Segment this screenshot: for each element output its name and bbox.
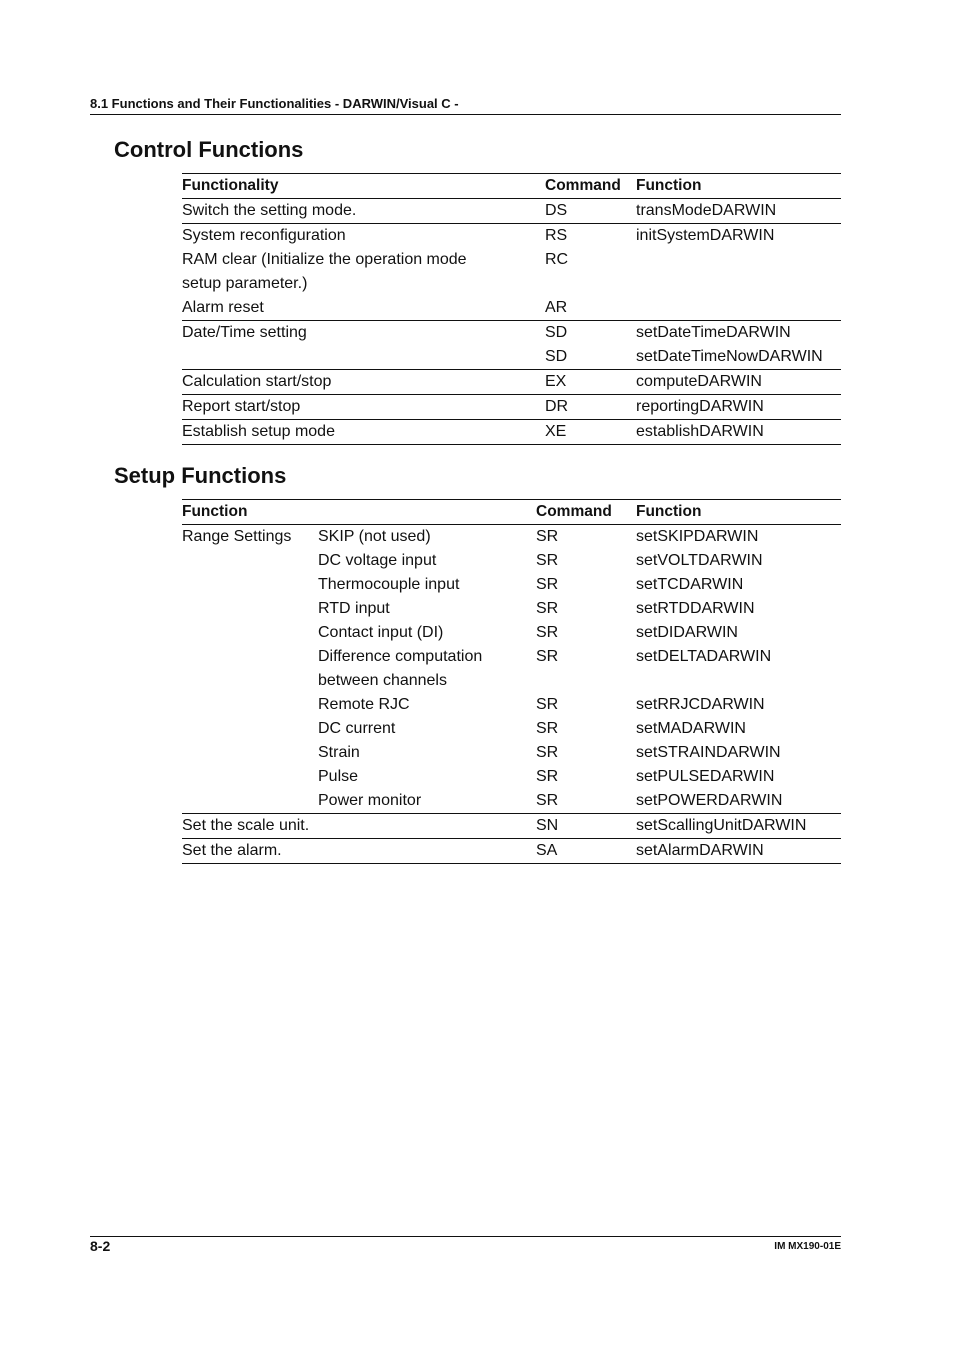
command-cell: SR <box>536 696 559 713</box>
table-row <box>182 321 841 345</box>
function-cell: setRTDDARWIN <box>636 600 755 617</box>
command-cell: SR <box>536 792 559 809</box>
function-cell: setPOWERDARWIN <box>636 792 783 809</box>
function-cell: setSKIPDARWIN <box>636 528 759 545</box>
item-cell: Strain <box>318 744 360 761</box>
function-cell: establishDARWIN <box>636 423 764 440</box>
command-cell: SR <box>536 600 559 617</box>
table-row <box>182 717 841 741</box>
functionality-cell: RAM clear (Initialize the operation mode <box>182 251 467 268</box>
col-function-name-header: Function <box>636 503 702 520</box>
functionality-cell: Establish setup mode <box>182 423 335 440</box>
function-cell: setPULSEDARWIN <box>636 768 775 785</box>
command-cell: SR <box>536 552 559 569</box>
command-cell: SR <box>536 624 559 641</box>
function-cell: setRRJCDARWIN <box>636 696 765 713</box>
table-row <box>182 525 841 549</box>
item-cell: between channels <box>318 672 447 689</box>
setup-table-header <box>182 499 841 525</box>
command-cell: SR <box>536 528 559 545</box>
table-row <box>182 765 841 789</box>
functionality-cell: Alarm reset <box>182 299 264 316</box>
function-cell: setSTRAINDARWIN <box>636 744 781 761</box>
control-functions-title: Control Functions <box>114 137 304 162</box>
category-cell: Range Settings <box>182 528 292 545</box>
item-cell: Power monitor <box>318 792 422 809</box>
table-row <box>182 573 841 597</box>
functionality-cell: System reconfiguration <box>182 227 346 244</box>
control-table-body <box>182 199 841 445</box>
control-functions-table <box>182 173 841 445</box>
table-row <box>182 296 841 321</box>
col-function-header: Function <box>182 503 248 520</box>
function-cell: reportingDARWIN <box>636 398 764 415</box>
command-cell: RC <box>545 251 569 268</box>
command-cell: EX <box>545 373 567 390</box>
table-row <box>182 741 841 765</box>
setup-functions-table <box>182 499 841 864</box>
functionality-cell: Date/Time setting <box>182 324 307 341</box>
command-cell: SA <box>536 842 558 859</box>
setup-table-body <box>182 525 841 864</box>
item-cell: DC current <box>318 720 396 737</box>
function-cell: setDIDARWIN <box>636 624 738 641</box>
table-row <box>182 272 841 296</box>
table-row <box>182 693 841 717</box>
item-cell: SKIP (not used) <box>318 528 431 545</box>
col-command-header: Command <box>545 177 621 194</box>
table-row <box>182 597 841 621</box>
function-cell: setMADARWIN <box>636 720 746 737</box>
command-cell: AR <box>545 299 568 316</box>
table-row <box>182 199 841 224</box>
table-row <box>182 814 841 839</box>
function-cell: setDELTADARWIN <box>636 648 772 665</box>
page-number: 8-2 <box>90 1238 111 1254</box>
function-cell: initSystemDARWIN <box>636 227 775 244</box>
running-header: 8.1 Functions and Their Functionalities - DARWIN/Visual C - <box>90 96 459 111</box>
function-cell: setDateTimeNowDARWIN <box>636 348 823 365</box>
command-cell: XE <box>545 423 567 440</box>
table-row <box>182 345 841 370</box>
col-function-header: Function <box>636 177 702 194</box>
table-row <box>182 420 841 445</box>
category-cell: Set the scale unit. <box>182 817 310 834</box>
table-row <box>182 224 841 248</box>
setup-functions-title: Setup Functions <box>114 463 287 488</box>
item-cell: Thermocouple input <box>318 576 460 593</box>
item-cell: Remote RJC <box>318 696 410 713</box>
category-cell: Set the alarm. <box>182 842 282 859</box>
table-row <box>182 549 841 573</box>
table-row <box>182 248 841 272</box>
command-cell: SD <box>545 324 568 341</box>
item-cell: Pulse <box>318 768 359 785</box>
functionality-cell: setup parameter.) <box>182 275 308 292</box>
table-row <box>182 395 841 420</box>
command-cell: SR <box>536 576 559 593</box>
col-functionality-header: Functionality <box>182 177 279 194</box>
table-row <box>182 370 841 395</box>
footer-rule <box>90 1236 841 1237</box>
table-row <box>182 789 841 814</box>
item-cell: RTD input <box>318 600 390 617</box>
item-cell: Difference computation <box>318 648 483 665</box>
control-table-header <box>182 173 841 199</box>
table-row <box>182 621 841 645</box>
command-cell: SR <box>536 720 559 737</box>
function-cell: setAlarmDARWIN <box>636 842 764 859</box>
functionality-cell: Report start/stop <box>182 398 301 415</box>
col-command-header: Command <box>536 503 612 520</box>
command-cell: SR <box>536 648 559 665</box>
function-cell: setDateTimeDARWIN <box>636 324 791 341</box>
table-row <box>182 839 841 864</box>
document-id: IM MX190-01E <box>774 1241 841 1252</box>
command-cell: SN <box>536 817 559 834</box>
functionality-cell: Calculation start/stop <box>182 373 332 390</box>
function-cell: computeDARWIN <box>636 373 762 390</box>
function-cell: transModeDARWIN <box>636 202 777 219</box>
command-cell: SR <box>536 744 559 761</box>
function-cell: setScallingUnitDARWIN <box>636 817 807 834</box>
table-row <box>182 645 841 669</box>
command-cell: SD <box>545 348 568 365</box>
table-row <box>182 669 841 693</box>
header-rule <box>90 114 841 115</box>
command-cell: DS <box>545 202 568 219</box>
function-cell: setTCDARWIN <box>636 576 744 593</box>
command-cell: RS <box>545 227 568 244</box>
item-cell: Contact input (DI) <box>318 624 444 641</box>
command-cell: SR <box>536 768 559 785</box>
function-cell: setVOLTDARWIN <box>636 552 763 569</box>
command-cell: DR <box>545 398 569 415</box>
functionality-cell: Switch the setting mode. <box>182 202 357 219</box>
item-cell: DC voltage input <box>318 552 437 569</box>
